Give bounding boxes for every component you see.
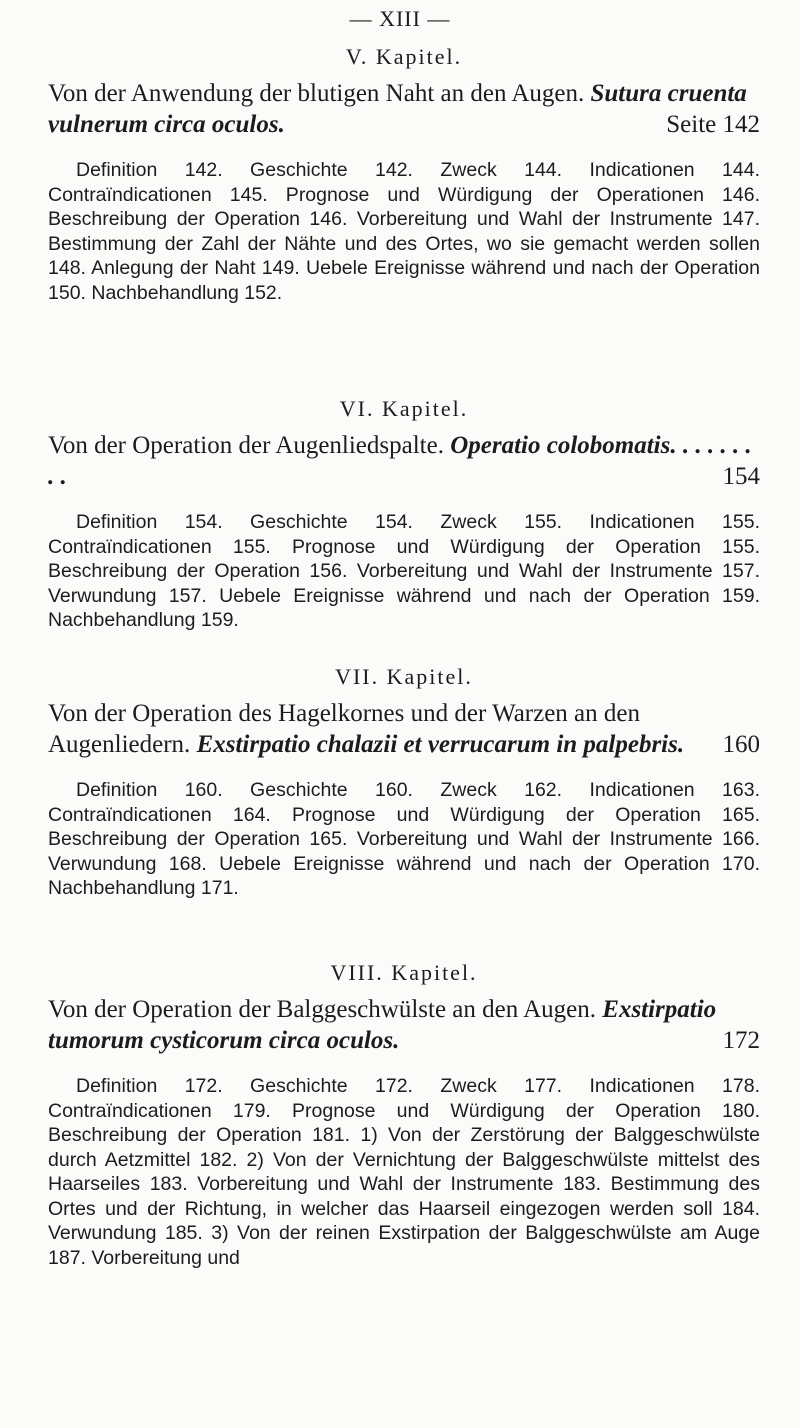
chapter-summary: Definition 172. Geschichte 172. Zweck 177. Indicationen 178. Contraïndicationen 179. Prognose und Würdigung der Operation 180. Beschreibung der Operation 181. 1) Von der Zerstörung der Balggeschwülste durch Aetzmittel 182. 2) Von der Vernichtung der Balggeschwülste mittelst des Haarseiles 183. Vorbereitung und Wahl der Instrumente 183. Bestimmung des Ortes und der Richtung, in welcher das Haarseil eingezogen werden soll 184. Verwundung 185. 3) Von der reinen Exstirpation der Balggeschwülste am Auge 187. Vorbereitung und (48, 1075, 760, 1269)
chapter-title (48, 430, 760, 492)
chapter-7 (48, 664, 760, 901)
chapter-title-text: Von der Operation der Balggeschwülste an den Augen. (48, 996, 597, 1023)
chapter-title (48, 698, 760, 760)
chapter-5 (48, 44, 760, 305)
chapter-title-text: Von der Anwendung der blutigen Naht an den Augen. (48, 80, 585, 107)
chapter-page-ref: Seite 142 (666, 111, 760, 138)
chapter-title (48, 994, 760, 1056)
chapter-summary: Definition 142. Geschichte 142. Zweck 144. Indicationen 144. Contraïndicationen 145. Prognose und Würdigung der Operationen 146. Beschreibung der Operation 146. Vorbereitung und Wahl der Instrumente 147. Bestimmung der Zahl der Nähte und des Ortes, wo sie gemacht werden sollen 148. Anlegung der Naht 149. Uebele Ereignisse während und nach der Operation 150. Nachbehandlung 152. (48, 159, 760, 304)
chapter-heading: VIII. Kapitel. (330, 960, 478, 985)
chapter-latin-title: Sutura cruenta vulnerum circa oculos. (48, 80, 747, 138)
chapter-heading: VII. Kapitel. (335, 664, 473, 689)
chapter-summary: Definition 160. Geschichte 160. Zweck 162. Indicationen 163. Contraïndicationen 164. Prognose und Würdigung der Operation 165. Beschreibung der Operation 165. Vorbereitung und Wahl der Instrumente 166. Verwundung 168. Uebele Ereignisse während und nach der Operation 170. Nachbehandlung 171. (48, 779, 760, 899)
chapter-title-text: Von der Operation des Hagelkornes und der Warzen an den Augenliedern. (48, 700, 641, 758)
chapter-latin-title: Exstirpatio chalazii et verrucarum in palpebris. (196, 731, 685, 758)
chapter-heading: V. Kapitel. (345, 44, 463, 69)
chapter-page-ref: 160 (722, 731, 760, 758)
chapter-latin-title: Exstirpatio tumorum cysticorum circa oculos. (48, 996, 717, 1054)
chapter-heading: VI. Kapitel. (339, 396, 469, 421)
page-number: — XIII — (349, 6, 451, 31)
chapter-page-ref: 154 (722, 463, 760, 490)
chapter-page-ref: 172 (722, 1027, 760, 1054)
chapter-summary: Definition 154. Geschichte 154. Zweck 155. Indicationen 155. Contraïndicationen 155. Prognose und Würdigung der Operation 155. Beschreibung der Operation 156. Vorbereitung und Wahl der Instrumente 157. Verwundung 157. Uebele Ereignisse während und nach der Operation 159. Nachbehandlung 159. (48, 511, 760, 631)
chapter-title (48, 78, 760, 140)
chapter-title-text: Von der Operation der Augenliedspalte. (48, 432, 444, 459)
chapter-latin-title: Operatio colobomatis. . . . . . . . . (48, 432, 752, 490)
chapter-6 (48, 396, 760, 633)
chapter-8 (48, 960, 760, 1270)
